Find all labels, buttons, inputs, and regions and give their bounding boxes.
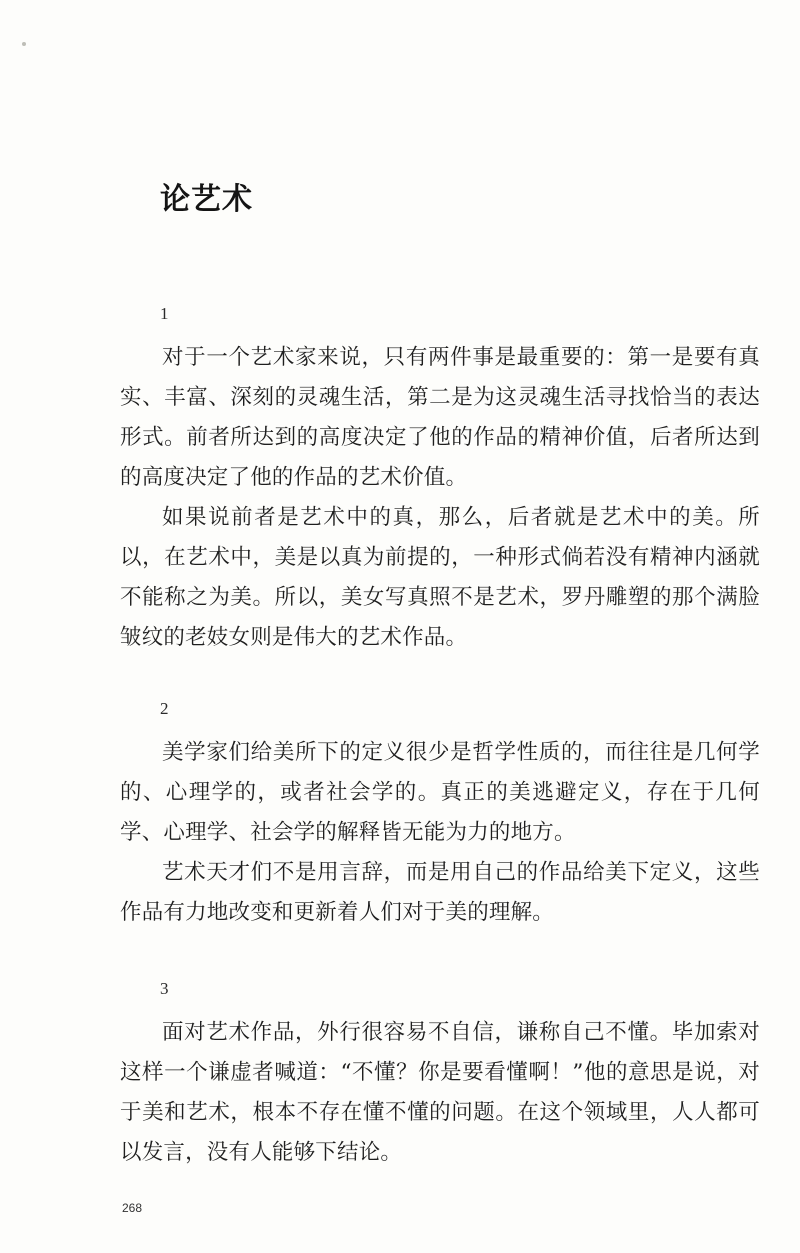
section-number: 3 — [160, 979, 169, 998]
scan-speck — [22, 42, 26, 46]
paragraph: 艺术天才们不是用言辞，而是用自己的作品给美下定义，这些作品有力地改变和更新着人们对于美的理解。 — [120, 860, 760, 925]
paragraph: 对于一个艺术家来说，只有两件事是最重要的：第一是要有真实、丰富、深刻的灵魂生活，第二是为这灵魂生活寻找恰当的表达形式。前者所达到的高度决定了他的作品的精神价值，后者所达到的高度决定了他的作品的艺术价值。 — [120, 345, 760, 490]
paragraph: 面对艺术作品，外行很容易不自信，谦称自己不懂。毕加索对这样一个谦虚者喊道：“不懂？你是要看懂啊！”他的意思是说，对于美和艺术，根本不存在懂不懂的问题。在这个领域里，人人都可以发言，没有人能够下结论。 — [120, 1020, 760, 1165]
paragraph: 如果说前者是艺术中的真，那么，后者就是艺术中的美。所以，在艺术中，美是以真为前提的，一种形式倘若没有精神内涵就不能称之为美。所以，美女写真照不是艺术，罗丹雕塑的那个满脸皱纹的老妓女则是伟大的艺术作品。 — [120, 505, 760, 650]
paragraph: 美学家们给美所下的定义很少是哲学性质的，而往往是几何学的、心理学的，或者社会学的。真正的美逃避定义，存在于几何学、心理学、社会学的解释皆无能为力的地方。 — [120, 740, 760, 845]
section-number: 2 — [160, 699, 169, 718]
chapter-title: 论艺术 — [160, 182, 253, 217]
page-number: 268 — [122, 1201, 143, 1215]
essay-section-1 — [120, 300, 760, 658]
essay-section-2 — [120, 695, 760, 933]
section-number: 1 — [160, 304, 169, 323]
essay-section-3 — [120, 975, 760, 1173]
